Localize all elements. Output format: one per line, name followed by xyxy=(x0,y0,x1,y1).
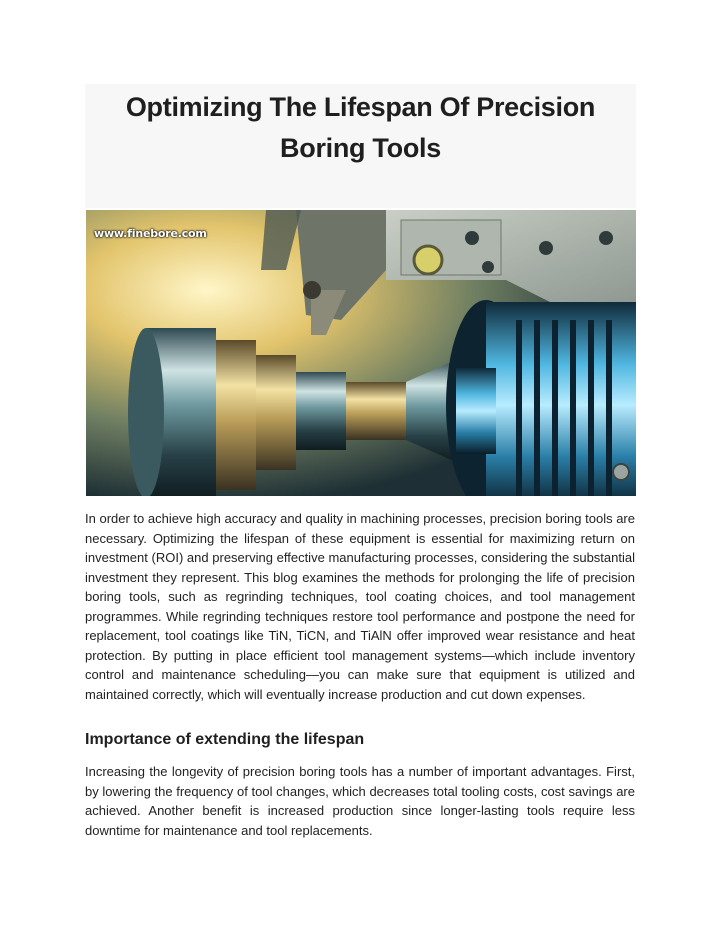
section-paragraph: Increasing the longevity of precision boring tools has a number of important advantages. First, by lowering the frequency of tool changes, which decreases total tooling costs, cost savings are achieved. Another benefit is increased production since longer-lasting tools require less downtime for maintenance and tool replacements. xyxy=(85,764,635,838)
boring-tool-photo xyxy=(86,210,636,496)
page-title: Optimizing The Lifespan Of Precision Boring Tools xyxy=(125,92,596,163)
intro-paragraph: In order to achieve high accuracy and quality in machining processes, precision boring tools are necessary. Optimizing the lifespan of these equipment is essential for maximizing return on investment (ROI) and preserving effective manufacturing processes, considering the substantial investment they represent. This blog examines the methods for prolonging the life of precision boring tools, such as regrinding techniques, tool coating choices, and tool management programmes. While regrinding techniques restore tool performance and postpone the need for replacement, tool coatings like TiN, TiCN, and TiAlN offer improved wear resistance and heat protection. By putting in place efficient tool management systems—which include inventory control and maintenance scheduling—you can make sure that equipment is utilized and maintained correctly, which will eventually increase production and cut down expenses. xyxy=(85,511,635,702)
title-banner xyxy=(85,84,636,208)
watermark-text: www.finebore.com xyxy=(94,227,207,240)
section-heading: Importance of extending the lifespan xyxy=(85,731,365,748)
hero-image xyxy=(86,210,636,496)
